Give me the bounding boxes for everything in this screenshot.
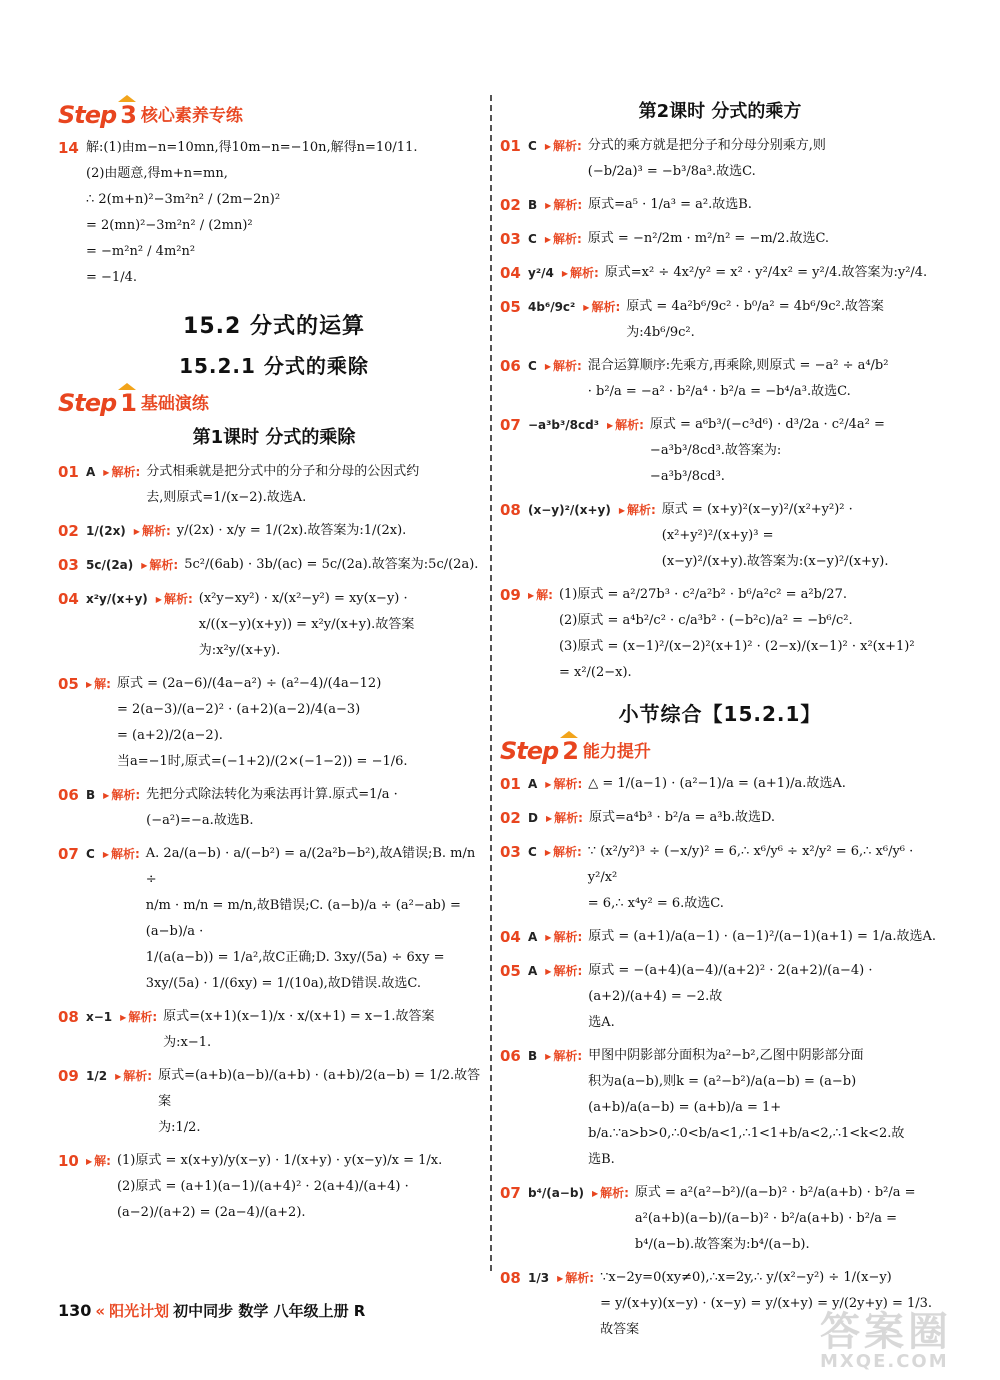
question-number: 06 <box>500 1047 521 1065</box>
answer-item <box>58 1063 490 1141</box>
answer-item <box>500 192 940 219</box>
question-number: 01 <box>500 137 521 155</box>
analysis-tag: ▶ 解析: <box>546 805 583 832</box>
left-answer-list <box>58 459 490 1226</box>
answer-item <box>500 260 940 287</box>
answer-line: (−a²)=−a.故选B. <box>146 813 254 828</box>
answer-body <box>588 924 940 951</box>
roof-icon <box>118 383 136 390</box>
page-footer <box>58 1300 365 1321</box>
step-title: 能力提升 <box>582 742 651 762</box>
answer-line: (2)原式 = (a+1)(a−1)/(a+4)² · 2(a+4)/(a+4) · (a−2)/(a+2) = (2a−4)/(a+2). <box>116 1179 409 1220</box>
answer-item <box>58 841 490 997</box>
answer-item <box>58 552 490 579</box>
answer-body <box>650 412 940 490</box>
analysis-tag: ▶ 解析: <box>562 260 599 287</box>
answer-line: 原式 = (x+y)²(x−y)²/(x²+y²)² · (x²+y²)²/(x+y)³ = <box>661 502 853 543</box>
answer-body <box>163 1004 490 1056</box>
answer-key: 1/3 <box>528 1271 550 1285</box>
step-number: 3 <box>120 101 137 129</box>
answer-line: 1/(a(a−b)) = 1/a²,故C正确;D. 3xy/(5a) ÷ 6xy = <box>145 950 445 965</box>
watermark-logo <box>820 1300 970 1370</box>
answer-line: A. 2a/(a−b) · a/(−b²) = a/(2a²b−b²),故A错误;B. m/n ÷ <box>145 846 476 887</box>
answer-key: D <box>528 811 538 825</box>
answer-body <box>588 839 940 917</box>
answer-body <box>588 192 940 219</box>
answer-line: = −m²n² / 4m²n² <box>86 244 196 259</box>
book-title: 初中同步 数学 八年级上册 R <box>173 1302 366 1320</box>
analysis-tag: ▶ 解析: <box>545 133 582 185</box>
answer-key: A <box>528 964 538 978</box>
analysis-tag: ▶ 解: <box>86 671 111 775</box>
summary-title: 小节综合【15.2.1】 <box>618 702 822 726</box>
answer-line: 原式 = a²(a²−b²)/(a−b)² · b²/a(a+b) · b²/a = <box>634 1185 916 1200</box>
answer-line: y/(2x) · x/y = 1/(2x).故答案为:1/(2x). <box>176 523 407 538</box>
answer-line: 5c²/(6ab) · 3b/(ac) = 5c/(2a).故答案为:5c/(2a). <box>184 557 479 572</box>
answer-line: (x²y−xy²) · x/(x²−y²) = xy(x−y) · <box>198 591 408 606</box>
answer-body <box>588 958 940 1036</box>
answer-key: (x−y)²/(x+y) <box>528 503 611 517</box>
question-number: 04 <box>58 590 79 608</box>
answer-line: 原式=a⁵ · 1/a³ = a².故选B. <box>588 197 752 212</box>
answer-item <box>500 839 940 917</box>
answer-key: 5c/(2a) <box>86 558 134 572</box>
answer-line: 原式=(a+b)(a−b)/(a+b) · (a+b)/2(a−b) = 1/2.故答案 <box>158 1068 481 1109</box>
analysis-tag: ▶ 解析: <box>156 586 193 664</box>
analysis-tag: ▶ 解析: <box>545 226 582 253</box>
analysis-tag: ▶ 解析: <box>545 1043 582 1173</box>
question-number: 09 <box>58 1067 79 1085</box>
analysis-tag: ▶ 解析: <box>545 192 582 219</box>
answer-key: −a³b³/8cd³ <box>528 418 599 432</box>
answer-item <box>500 497 940 575</box>
analysis-tag: ▶ 解析: <box>115 1063 152 1141</box>
answer-body <box>177 518 490 545</box>
step-title: 基础演练 <box>140 394 209 414</box>
answer-line: = 2(a−3)/(a−2)² · (a+2)(a−2)/4(a−3) <box>116 702 361 717</box>
question-number: 05 <box>500 298 521 316</box>
answer-item <box>500 924 940 951</box>
right-answer-list <box>500 133 940 686</box>
answer-line: = y/(x+y)(x−y) · (x−y) = y/(x+y) = y/(2y+y) = 1/3.故答案 <box>600 1296 933 1337</box>
answer-body <box>588 353 940 405</box>
answer-line: a²(a+b)(a−b)/(a−b)² · b²/a(a+b) · b²/a = b⁴/(a−b).故答案为:b⁴/(a−b). <box>634 1211 898 1252</box>
answer-item <box>58 1148 490 1226</box>
answer-body <box>117 671 490 775</box>
answer-line: 原式 = (a+1)/a(a−1) · (a−1)²/(a−1)(a+1) = 1/a.故选A. <box>588 929 937 944</box>
answer-key: B <box>528 1049 538 1063</box>
question-number: 03 <box>500 843 521 861</box>
step-number: 2 <box>562 737 579 765</box>
question-number: 05 <box>500 962 521 980</box>
question-number: 03 <box>500 230 521 248</box>
answer-body <box>662 497 940 575</box>
question-number: 04 <box>500 264 521 282</box>
answer-line: = 6,∴ x⁴y² = 6.故选C. <box>587 896 724 911</box>
answer-item <box>58 671 490 775</box>
answer-key: C <box>86 847 95 861</box>
answer-line: −a³b³/8cd³. <box>649 469 725 484</box>
step-title: 核心素养专练 <box>140 106 243 126</box>
answer-line: = (a+2)/2(a−2). <box>116 728 223 743</box>
answer-line: 原式 = −n²/2m · m²/n² = −m/2.故选C. <box>587 231 830 246</box>
answer-item <box>58 1004 490 1056</box>
watermark-url: MXQE.COM <box>820 1351 949 1372</box>
answer-line: (2)原式 = a⁴b²/c² · c/a³b² · (−b²c)/a² = −b⁶/c². <box>558 613 853 628</box>
question-number: 08 <box>500 1269 521 1287</box>
question-number: 02 <box>58 522 79 540</box>
answer-key: b⁴/(a−b) <box>528 1186 584 1200</box>
answer-item <box>500 294 940 346</box>
answer-item <box>500 353 940 405</box>
answer-line: b/a.∵a>b>0,∴0<b/a<1,∴1<1+b/a<2,∴1<k<2.故 <box>588 1126 905 1141</box>
analysis-tag: ▶ 解析: <box>545 839 582 917</box>
answer-body <box>589 805 940 832</box>
answer-line: 甲图中阴影部分面积为a²−b²,乙图中阴影部分面 <box>588 1048 864 1063</box>
watermark-text: 答案圈 <box>820 1309 952 1355</box>
answer-line: ∵ (x²/y²)³ ÷ (−x/y)² = 6,∴ x⁶/y⁶ ÷ x²/y² = 6,∴ x⁶/y⁶ · y²/x² <box>587 844 914 885</box>
answer-line: 去,则原式=1/(x−2).故选A. <box>146 490 307 505</box>
answer-line: (1)原式 = x(x+y)/y(x−y) · 1/(x+y) · y(x−y)/x = 1/x. <box>116 1153 443 1168</box>
answer-body <box>146 782 490 834</box>
question-number: 03 <box>58 556 79 574</box>
answer-key: x−1 <box>86 1010 113 1024</box>
answer-body <box>588 1043 940 1173</box>
answer-key: A <box>528 930 538 944</box>
answer-body <box>559 582 940 686</box>
answer-item <box>500 1180 940 1258</box>
answer-body <box>146 459 490 511</box>
left-column <box>58 95 490 1233</box>
question-number: 01 <box>58 463 79 481</box>
answer-line: 原式=a⁴b³ · b²/a = a³b.故选D. <box>588 810 776 825</box>
answer-line: ∴ 2(m+n)²−3m²n² / (2m−2n)² <box>86 192 281 207</box>
answer-item <box>500 582 940 686</box>
analysis-tag: ▶ 解析: <box>103 459 140 511</box>
answer-item <box>58 459 490 511</box>
answer-line: 原式=(x+1)(x−1)/x · x/(x+1) = x−1.故答案 <box>163 1009 435 1024</box>
answer-line: 原式 = 4a²b⁶/9c² · b⁰/a² = 4b⁶/9c².故答案为:4b⁶/9c². <box>626 299 884 340</box>
question-number: 14 <box>58 139 79 157</box>
answer-line: (−b/2a)³ = −b³/8a³.故选C. <box>587 164 756 179</box>
answer-body <box>146 841 490 997</box>
analysis-tag: ▶ 解: <box>528 582 553 686</box>
answer-line: 原式=x² ÷ 4x²/y² = x² · y²/4x² = y²/4.故答案为:y²/4. <box>604 265 928 280</box>
answer-body <box>158 1063 490 1141</box>
question-number: 02 <box>500 196 521 214</box>
answer-line: 积为a(a−b),则k = (a²−b²)/a(a−b) = (a−b)(a+b)/a(a−b) = (a+b)/a = 1+ <box>588 1074 857 1115</box>
answer-body <box>184 552 490 579</box>
answer-line: 解:(1)由m−n=10mn,得10m−n=−10n,解得n=10/11. <box>86 140 418 155</box>
question-number: 08 <box>500 501 521 519</box>
answer-line: · b²/a = −a² · b²/a⁴ · b²/a = −b⁴/a³.故选C. <box>587 384 851 399</box>
analysis-tag: ▶ 解析: <box>103 841 140 997</box>
question-number: 05 <box>58 675 79 693</box>
answer-body <box>626 294 940 346</box>
answer-item <box>500 1043 940 1173</box>
answer-line: (x−y)²/(x+y).故答案为:(x−y)²/(x+y). <box>661 554 889 569</box>
answer-body <box>605 260 940 287</box>
answer-key: 1/2 <box>86 1069 108 1083</box>
brand-name: 阳光计划 <box>109 1302 170 1320</box>
answer-key: 1/(2x) <box>86 524 126 538</box>
analysis-tag: ▶ 解析: <box>545 958 582 1036</box>
roof-icon <box>118 95 136 102</box>
answer-item <box>500 805 940 832</box>
step-number: 1 <box>120 389 137 417</box>
answer-line: n/m · m/n = m/n,故B错误;C. (a−b)/a ÷ (a²−ab) = (a−b)/a · <box>145 898 461 939</box>
analysis-tag: ▶ 解析: <box>103 782 140 834</box>
question-number: 09 <box>500 586 521 604</box>
answer-body <box>635 1180 940 1258</box>
answer-line: 3xy/(5a) · 1/(6xy) = 1/(10a),故D错误.故选C. <box>145 976 421 991</box>
answer-line: 分式的乘方就是把分子和分母分别乘方,则 <box>587 138 826 153</box>
analysis-tag: ▶ 解析: <box>134 518 171 545</box>
section-title: 15.2 分式的运算 <box>183 314 365 339</box>
lesson-title: 第2课时 分式的乘方 <box>638 101 802 122</box>
answer-item <box>500 226 940 253</box>
answer-item <box>58 782 490 834</box>
answer-body <box>588 133 940 185</box>
step3-header <box>58 99 490 129</box>
column-divider <box>490 95 492 1275</box>
answer-line: △ = 1/(a−1) · (a²−1)/a = (a+1)/a.故选A. <box>588 776 846 791</box>
answer-body <box>199 586 490 664</box>
question-14 <box>58 135 490 291</box>
answer-line: 选B. <box>588 1152 615 1167</box>
question-number: 07 <box>58 845 79 863</box>
answer-line: 原式 = −(a+4)(a−4)/(a+2)² · 2(a+2)/(a−4) · (a+2)/(a+4) = −2.故 <box>588 963 873 1004</box>
answer-line: 为:x−1. <box>163 1035 212 1050</box>
analysis-tag: ▶ 解: <box>86 1148 111 1226</box>
answer-line: = −1/4. <box>86 270 137 285</box>
step2-header <box>500 735 940 765</box>
question-number: 07 <box>500 416 521 434</box>
answer-line: ∵x−2y=0(xy≠0),∴x=2y,∴ y/(x²−y²) ÷ 1/(x−y) <box>600 1270 892 1285</box>
answer-key: C <box>528 845 537 859</box>
answer-key: x²y/(x+y) <box>86 592 148 606</box>
analysis-tag: ▶ 解析: <box>607 412 644 490</box>
answer-key: 4b⁶/9c² <box>528 300 576 314</box>
answer-key: C <box>528 359 537 373</box>
answer-key: B <box>528 198 538 212</box>
answer-body <box>588 771 940 798</box>
analysis-tag: ▶ 解析: <box>141 552 178 579</box>
answer-line: = x²/(2−x). <box>558 665 632 680</box>
step-word: Step <box>58 101 117 129</box>
right-column <box>500 95 940 1350</box>
answer-item <box>58 518 490 545</box>
answer-line: 选A. <box>588 1015 615 1030</box>
answer-line: (1)原式 = a²/27b³ · c²/a²b² · b⁶/a²c² = a²b/27. <box>558 587 847 602</box>
answer-key: y²/4 <box>528 266 554 280</box>
question-number: 02 <box>500 809 521 827</box>
answer-item <box>500 958 940 1036</box>
step-word: Step <box>500 737 559 765</box>
answer-line: 当a=−1时,原式=(−1+2)/(2×(−1−2)) = −1/6. <box>116 754 408 769</box>
analysis-tag: ▶ 解析: <box>592 1180 629 1258</box>
analysis-tag: ▶ 解析: <box>545 771 582 798</box>
answer-key: A <box>86 465 96 479</box>
analysis-tag: ▶ 解析: <box>619 497 656 575</box>
analysis-tag: ▶ 解析: <box>545 353 582 405</box>
page-number: 130 <box>58 1301 92 1320</box>
step1-header <box>58 387 490 417</box>
answer-body <box>588 226 940 253</box>
analysis-tag: ▶ 解析: <box>557 1265 594 1343</box>
answer-key: B <box>86 788 96 802</box>
answer-line: 为:1/2. <box>158 1120 201 1135</box>
answer-key: A <box>528 777 538 791</box>
answer-line: 原式 = a⁶b³/(−c³d⁶) · d³/2a · c²/4a² = −a³b³/8cd³.故答案为: <box>649 417 885 458</box>
analysis-tag: ▶ 解析: <box>545 924 582 951</box>
lesson-title: 第1课时 分式的乘除 <box>192 427 356 448</box>
roof-icon <box>560 731 578 738</box>
step-word: Step <box>58 389 117 417</box>
answer-line: 先把分式除法转化为乘法再计算.原式=1/a · <box>146 787 398 802</box>
answer-line: 混合运算顺序:先乘方,再乘除,则原式 = −a² ÷ a⁴/b² <box>587 358 889 373</box>
double-chevron-icon: « <box>95 1301 106 1320</box>
question-body <box>86 135 490 291</box>
question-number: 01 <box>500 775 521 793</box>
answer-key: C <box>528 232 537 246</box>
answer-line: x/((x−y)(x+y)) = x²y/(x+y).故答案为:x²y/(x+y). <box>198 617 415 658</box>
question-number: 10 <box>58 1152 79 1170</box>
analysis-tag: ▶ 解析: <box>120 1004 157 1056</box>
answer-item <box>500 133 940 185</box>
answer-line: = 2(mn)²−3m²n² / (2mn)² <box>86 218 253 233</box>
question-number: 08 <box>58 1008 79 1026</box>
answer-key: C <box>528 139 537 153</box>
answer-line: (3)原式 = (x−1)²/(x−2)²(x+1)² · (2−x)/(x−1)² · x²(x+1)² <box>558 639 915 654</box>
analysis-tag: ▶ 解析: <box>583 294 620 346</box>
answer-line: 原式 = (2a−6)/(4a−a²) ÷ (a²−4)/(4a−12) <box>116 676 382 691</box>
question-number: 04 <box>500 928 521 946</box>
question-number: 06 <box>58 786 79 804</box>
answer-item <box>500 412 940 490</box>
answer-line: 分式相乘就是把分式中的分子和分母的公因式约 <box>146 464 420 479</box>
right-answer-list-2 <box>500 771 940 1343</box>
answer-body <box>117 1148 490 1226</box>
subsection-title: 15.2.1 分式的乘除 <box>179 354 369 378</box>
question-number: 06 <box>500 357 521 375</box>
answer-item <box>58 586 490 664</box>
question-number: 07 <box>500 1184 521 1202</box>
answer-item <box>500 771 940 798</box>
answer-line: (2)由题意,得m+n=mn, <box>86 166 228 181</box>
